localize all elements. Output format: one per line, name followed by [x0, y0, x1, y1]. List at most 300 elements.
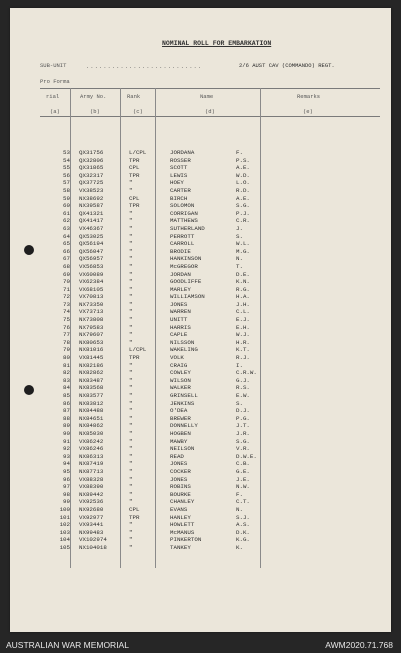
serial-cell: 84: [63, 384, 70, 392]
army-no-cell: NX39587: [79, 202, 104, 210]
surname-cell: CHANLEY: [170, 498, 195, 506]
table-row: [10, 498, 391, 506]
initials-cell: J.: [236, 224, 243, 232]
initials-cell: D.K.: [236, 528, 250, 536]
table-row: [10, 377, 391, 385]
rank-cell: ": [129, 262, 133, 270]
surname-cell: ROSSER: [170, 156, 191, 164]
header-name: Name: [200, 93, 214, 100]
table-row: [10, 308, 391, 316]
surname-cell: NEILSON: [170, 445, 195, 453]
army-no-cell: NX73350: [79, 300, 104, 308]
rank-cell: ": [129, 278, 133, 286]
initials-cell: D.E.: [236, 270, 250, 278]
serial-cell: 71: [63, 285, 70, 293]
rank-cell: ": [129, 232, 133, 240]
rank-cell: ": [129, 467, 133, 475]
initials-cell: K.N.: [236, 278, 250, 286]
serial-cell: 105: [59, 543, 70, 551]
serial-cell: 97: [63, 483, 70, 491]
initials-cell: R.J.: [236, 354, 250, 362]
surname-cell: JENKINS: [170, 399, 195, 407]
army-no-cell: VX56853: [79, 262, 104, 270]
table-row: [10, 384, 391, 392]
table-row: [10, 164, 391, 172]
rank-cell: ": [129, 429, 133, 437]
serial-cell: 82: [63, 369, 70, 377]
surname-cell: McGREGOR: [170, 262, 198, 270]
rank-cell: ": [129, 460, 133, 468]
rank-cell: ": [129, 498, 133, 506]
surname-cell: CARTER: [170, 186, 191, 194]
rank-cell: ": [129, 437, 133, 445]
army-no-cell: VX46367: [79, 224, 104, 232]
table-row: [10, 536, 391, 544]
table-row: [10, 271, 391, 279]
army-no-cell: NX92680: [79, 505, 104, 513]
serial-cell: 78: [63, 338, 70, 346]
army-no-cell: QX41321: [79, 209, 104, 217]
table-row: [10, 172, 391, 180]
army-no-cell: VX92536: [79, 498, 104, 506]
army-no-cell: QX32317: [79, 171, 104, 179]
table-row: [10, 468, 391, 476]
table-row: [10, 233, 391, 241]
table-row: [10, 483, 391, 491]
initials-cell: W.L.: [236, 240, 250, 248]
table-row: [10, 187, 391, 195]
rank-cell: ": [129, 369, 133, 377]
initials-cell: G.E.: [236, 467, 250, 475]
initials-cell: K.: [236, 543, 243, 551]
surname-cell: WALKER: [170, 384, 191, 392]
serial-cell: 58: [63, 186, 70, 194]
header-army-no: Army No.: [80, 93, 107, 100]
initials-cell: L.O.: [236, 179, 250, 187]
serial-cell: 101: [59, 513, 70, 521]
surname-cell: PINKERTON: [170, 536, 202, 544]
table-row: [10, 514, 391, 522]
initials-cell: P.J.: [236, 209, 250, 217]
serial-cell: 90: [63, 429, 70, 437]
surname-cell: CORRIGAN: [170, 209, 198, 217]
initials-cell: A.S.: [236, 521, 250, 529]
table-row: [10, 400, 391, 408]
army-no-cell: QX32806: [79, 156, 104, 164]
rank-cell: ": [129, 316, 133, 324]
serial-cell: 99: [63, 498, 70, 506]
serial-cell: 56: [63, 171, 70, 179]
rank-cell: ": [129, 224, 133, 232]
initials-cell: R.D.: [236, 186, 250, 194]
surname-cell: SUTHERLAND: [170, 224, 205, 232]
initials-cell: S.G.: [236, 202, 250, 210]
table-row: [10, 324, 391, 332]
surname-cell: JONES: [170, 460, 188, 468]
surname-cell: PERROTT: [170, 232, 195, 240]
table-row: [10, 529, 391, 537]
header-remarks: Remarks: [297, 93, 321, 100]
army-no-cell: NX38692: [79, 194, 104, 202]
surname-cell: DONNELLY: [170, 422, 198, 430]
rank-cell: ": [129, 384, 133, 392]
sub-unit-label: SUB-UNIT: [40, 62, 67, 69]
table-row: [10, 369, 391, 377]
serial-cell: 94: [63, 460, 70, 468]
table-row: [10, 445, 391, 453]
army-no-cell: QX56047: [79, 247, 104, 255]
initials-cell: J.T.: [236, 422, 250, 430]
serial-cell: 77: [63, 331, 70, 339]
rank-cell: ": [129, 338, 133, 346]
serial-cell: 96: [63, 475, 70, 483]
table-row: [10, 339, 391, 347]
rank-cell: ": [129, 293, 133, 301]
table-row: [10, 544, 391, 552]
rank-cell: L/CPL: [129, 346, 147, 354]
army-no-cell: NX80653: [79, 338, 104, 346]
rank-cell: CPL: [129, 194, 140, 202]
footer-accession-number: AWM2020.71.768: [325, 640, 393, 650]
document-page: [10, 8, 391, 632]
rank-cell: ": [129, 445, 133, 453]
rank-cell: ": [129, 521, 133, 529]
rank-cell: ": [129, 240, 133, 248]
initials-cell: S.: [236, 399, 243, 407]
army-no-cell: QX56957: [79, 255, 104, 263]
surname-cell: HANLEY: [170, 513, 191, 521]
serial-cell: 91: [63, 437, 70, 445]
serial-cell: 76: [63, 323, 70, 331]
serial-cell: 72: [63, 293, 70, 301]
initials-cell: T.: [236, 262, 243, 270]
surname-cell: WARREN: [170, 308, 191, 316]
footer-credit: AUSTRALIAN WAR MEMORIAL: [6, 640, 129, 650]
serial-cell: 89: [63, 422, 70, 430]
rank-cell: CPL: [129, 164, 140, 172]
surname-cell: CAPLE: [170, 331, 188, 339]
document-title: NOMINAL ROLL FOR EMBARKATION: [162, 40, 272, 47]
initials-cell: E.J.: [236, 316, 250, 324]
serial-cell: 62: [63, 217, 70, 225]
table-row: [10, 362, 391, 370]
surname-cell: JORDANA: [170, 149, 195, 156]
serial-cell: 68: [63, 262, 70, 270]
serial-cell: 70: [63, 278, 70, 286]
table-row: [10, 422, 391, 430]
surname-cell: BRODIE: [170, 247, 191, 255]
surname-cell: GOODLIFFE: [170, 278, 202, 286]
table-row: [10, 476, 391, 484]
rank-cell: ": [129, 255, 133, 263]
initials-cell: V.R.: [236, 445, 250, 453]
header-bottom-rule: [40, 116, 380, 117]
rank-cell: TPR: [129, 156, 140, 164]
table-row: [10, 210, 391, 218]
unit-name: 2/6 AUST CAV (COMMANDO) REGT.: [239, 62, 335, 69]
army-no-cell: NX82862: [79, 369, 104, 377]
rank-cell: L/CPL: [129, 149, 147, 156]
subheader-d: (d): [205, 108, 215, 115]
table-row: [10, 407, 391, 415]
surname-cell: WAKELING: [170, 346, 198, 354]
surname-cell: JONES: [170, 475, 188, 483]
serial-cell: 64: [63, 232, 70, 240]
initials-cell: J.E.: [236, 475, 250, 483]
surname-cell: HANKINSON: [170, 255, 202, 263]
table-row: [10, 521, 391, 529]
army-no-cell: QX56194: [79, 240, 104, 248]
surname-cell: SOLOMON: [170, 202, 195, 210]
serial-cell: 60: [63, 202, 70, 210]
pro-forma-label: Pro Forma: [40, 78, 70, 85]
serial-cell: 54: [63, 156, 70, 164]
army-no-cell: QX31865: [79, 164, 104, 172]
serial-cell: 75: [63, 316, 70, 324]
rank-cell: ": [129, 179, 133, 187]
table-row: [10, 392, 391, 400]
army-no-cell: NX84488: [79, 407, 104, 415]
subheader-b: (b): [90, 108, 100, 115]
table-row: [10, 225, 391, 233]
initials-cell: D.W.E.: [236, 452, 257, 460]
serial-cell: 92: [63, 445, 70, 453]
rank-cell: CPL: [129, 505, 140, 513]
surname-cell: EVANS: [170, 505, 188, 513]
surname-cell: BIRCH: [170, 194, 188, 202]
surname-cell: JORDAN: [170, 270, 191, 278]
rank-cell: ": [129, 285, 133, 293]
army-no-cell: VX102974: [79, 536, 107, 544]
surname-cell: BOURKE: [170, 490, 191, 498]
table-row: [10, 248, 391, 256]
army-no-cell: NX83568: [79, 384, 104, 392]
serial-cell: 103: [59, 528, 70, 536]
initials-cell: G.J.: [236, 376, 250, 384]
table-row: [10, 438, 391, 446]
surname-cell: O'DEA: [170, 407, 188, 415]
table-row: [10, 149, 391, 157]
table-row: [10, 293, 391, 301]
subheader-a: (a): [50, 108, 60, 115]
surname-cell: READ: [170, 452, 184, 460]
surname-cell: LEWIS: [170, 171, 188, 179]
rank-cell: ": [129, 186, 133, 194]
surname-cell: ROBINS: [170, 483, 191, 491]
table-row: [10, 316, 391, 324]
footer-bar: [0, 638, 401, 653]
surname-cell: COCKER: [170, 467, 191, 475]
initials-cell: M.G.: [236, 247, 250, 255]
army-no-cell: NX99483: [79, 528, 104, 536]
surname-cell: BREWER: [170, 414, 191, 422]
surname-cell: COWLEY: [170, 369, 191, 377]
army-no-cell: NX104018: [79, 543, 107, 551]
initials-cell: K.T.: [236, 346, 250, 354]
serial-cell: 95: [63, 467, 70, 475]
table-row: [10, 460, 391, 468]
army-no-cell: NX85030: [79, 429, 104, 437]
initials-cell: J.R.: [236, 429, 250, 437]
rank-cell: TPR: [129, 513, 140, 521]
serial-cell: 85: [63, 392, 70, 399]
initials-cell: N.W.: [236, 483, 250, 491]
serial-cell: 100: [59, 505, 70, 513]
army-no-cell: NX79583: [79, 323, 104, 331]
table-row: [10, 157, 391, 165]
table-row: [10, 506, 391, 514]
army-no-cell: NX82186: [79, 361, 104, 369]
surname-cell: JONES: [170, 300, 188, 308]
table-row: [10, 202, 391, 210]
table-row: [10, 354, 391, 362]
table-row: [10, 415, 391, 423]
initials-cell: H.R.: [236, 338, 250, 346]
rank-cell: ": [129, 361, 133, 369]
army-no-cell: NX79607: [79, 331, 104, 339]
serial-cell: 55: [63, 164, 70, 172]
surname-cell: NILSSON: [170, 338, 195, 346]
initials-cell: S.J.: [236, 513, 250, 521]
header-rank: Rank: [127, 93, 141, 100]
table-row: [10, 240, 391, 248]
rank-cell: ": [129, 376, 133, 384]
serial-cell: 81: [63, 361, 70, 369]
initials-cell: C.T.: [236, 498, 250, 506]
table-row: [10, 453, 391, 461]
rank-cell: ": [129, 422, 133, 430]
surname-cell: WILLIAMSON: [170, 293, 205, 301]
rank-cell: ": [129, 414, 133, 422]
surname-cell: HARRIS: [170, 323, 191, 331]
serial-cell: 79: [63, 346, 70, 354]
initials-cell: P.S.: [236, 156, 250, 164]
initials-cell: H.A.: [236, 293, 250, 301]
serial-cell: 73: [63, 300, 70, 308]
serial-cell: 59: [63, 194, 70, 202]
initials-cell: R.G.: [236, 285, 250, 293]
serial-cell: 86: [63, 399, 70, 407]
initials-cell: N.: [236, 505, 243, 513]
serial-cell: 61: [63, 209, 70, 217]
surname-cell: CARROLL: [170, 240, 195, 248]
surname-cell: HOWLETT: [170, 521, 195, 529]
serial-cell: 63: [63, 224, 70, 232]
surname-cell: MARLEY: [170, 285, 191, 293]
rank-cell: ": [129, 475, 133, 483]
table-row: [10, 346, 391, 354]
initials-cell: W.J.: [236, 331, 250, 339]
serial-cell: 93: [63, 452, 70, 460]
initials-cell: E.W.: [236, 392, 250, 399]
initials-cell: S.G.: [236, 437, 250, 445]
army-no-cell: NX87713: [79, 467, 104, 475]
army-no-cell: VX86242: [79, 437, 104, 445]
header-top-rule: [40, 88, 380, 89]
initials-cell: A.E.: [236, 164, 250, 172]
rank-cell: ": [129, 407, 133, 415]
serial-cell: 80: [63, 354, 70, 362]
initials-cell: K.G.: [236, 536, 250, 544]
sub-unit-dots: ...........................: [86, 63, 203, 70]
roll-table-body: [10, 149, 391, 551]
army-no-cell: QX31756: [79, 149, 104, 156]
rank-cell: ": [129, 536, 133, 544]
initials-cell: S.: [236, 232, 243, 240]
initials-cell: W.D.: [236, 171, 250, 179]
initials-cell: P.G.: [236, 414, 250, 422]
army-no-cell: NX83812: [79, 399, 104, 407]
army-no-cell: NX83487: [79, 376, 104, 384]
serial-cell: 69: [63, 270, 70, 278]
initials-cell: C.R.: [236, 217, 250, 225]
army-no-cell: NX84862: [79, 422, 104, 430]
initials-cell: A.E.: [236, 194, 250, 202]
rank-cell: ": [129, 270, 133, 278]
rank-cell: ": [129, 543, 133, 551]
surname-cell: UNITT: [170, 316, 188, 324]
army-no-cell: QX53025: [79, 232, 104, 240]
army-no-cell: VX88328: [79, 475, 104, 483]
army-no-cell: VX88390: [79, 483, 104, 491]
army-no-cell: VX92977: [79, 513, 104, 521]
army-no-cell: QX41417: [79, 217, 104, 225]
rank-cell: ": [129, 323, 133, 331]
rank-cell: ": [129, 392, 133, 399]
initials-cell: C.B.: [236, 460, 250, 468]
army-no-cell: VX70813: [79, 293, 104, 301]
surname-cell: TANKEY: [170, 543, 191, 551]
rank-cell: ": [129, 399, 133, 407]
table-row: [10, 286, 391, 294]
serial-cell: 53: [63, 149, 70, 156]
surname-cell: MATTHEWS: [170, 217, 198, 225]
table-row: [10, 430, 391, 438]
initials-cell: R.S.: [236, 384, 250, 392]
serial-cell: 57: [63, 179, 70, 187]
rank-cell: ": [129, 331, 133, 339]
initials-cell: D.J.: [236, 407, 250, 415]
serial-cell: 74: [63, 308, 70, 316]
serial-cell: 98: [63, 490, 70, 498]
initials-cell: F.: [236, 149, 243, 156]
army-no-cell: NX86313: [79, 452, 104, 460]
initials-cell: F.: [236, 490, 243, 498]
table-row: [10, 217, 391, 225]
rank-cell: ": [129, 528, 133, 536]
rank-cell: ": [129, 308, 133, 316]
surname-cell: HOGBEN: [170, 429, 191, 437]
serial-cell: 65: [63, 240, 70, 248]
table-row: [10, 278, 391, 286]
army-no-cell: NX81016: [79, 346, 104, 354]
rank-cell: ": [129, 483, 133, 491]
table-row: [10, 331, 391, 339]
table-row: [10, 179, 391, 187]
army-no-cell: VX60089: [79, 270, 104, 278]
rank-cell: TPR: [129, 202, 140, 210]
rank-cell: ": [129, 217, 133, 225]
surname-cell: MAWBY: [170, 437, 188, 445]
surname-cell: VOLK: [170, 354, 184, 362]
army-no-cell: VX81445: [79, 354, 104, 362]
surname-cell: SCOTT: [170, 164, 188, 172]
header-serial: rial: [46, 93, 60, 100]
army-no-cell: NX83577: [79, 392, 104, 399]
army-no-cell: VX73713: [79, 308, 104, 316]
army-no-cell: QX37725: [79, 179, 104, 187]
serial-cell: 66: [63, 247, 70, 255]
